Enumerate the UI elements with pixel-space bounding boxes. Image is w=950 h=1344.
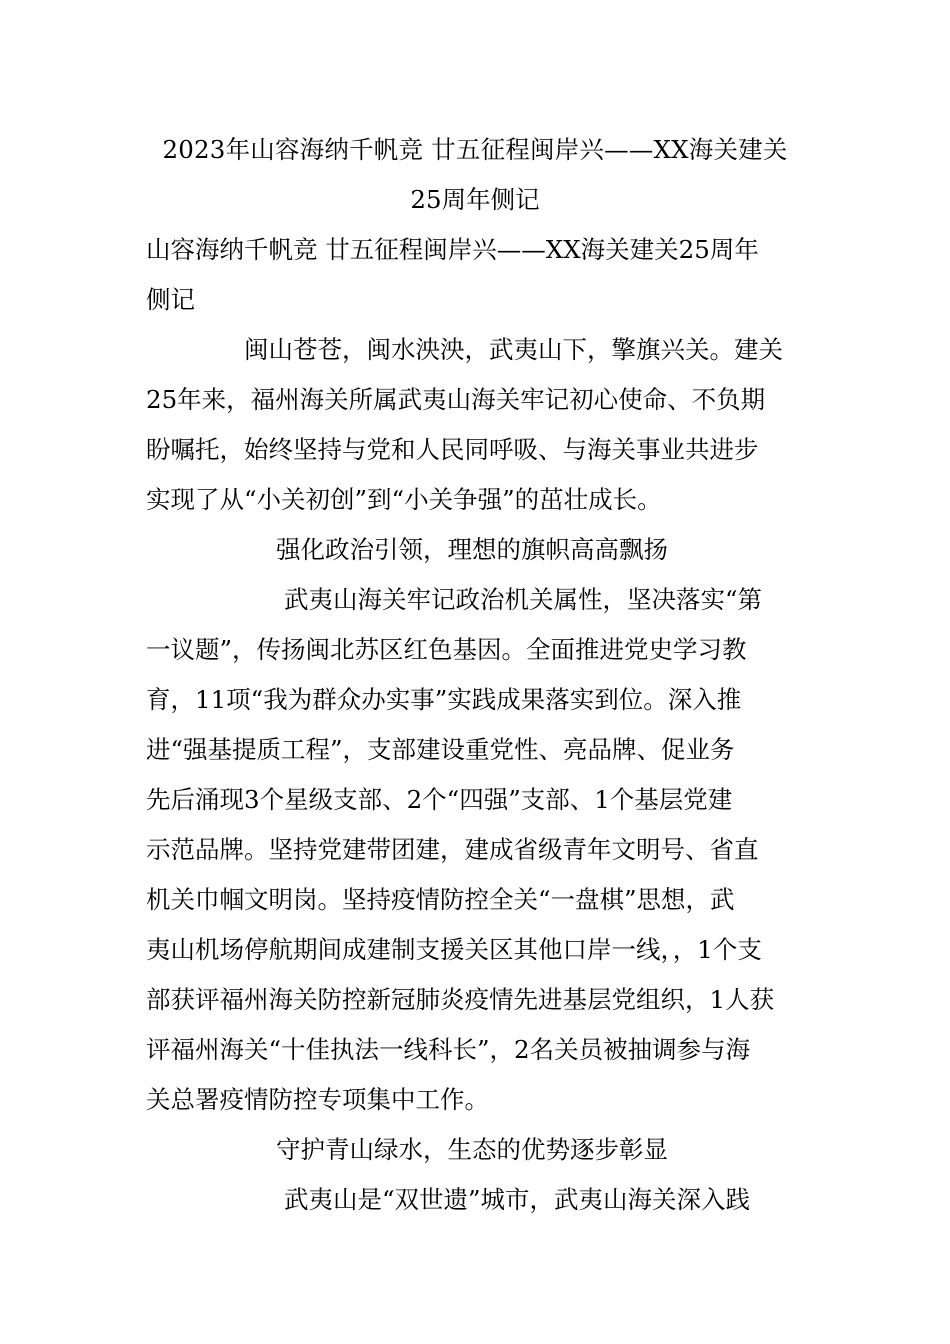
intro-line-3: 盼嘱托，始终坚持与党和人民同呼吸、与海关事业共进步 (146, 435, 759, 464)
section-1-line-6: 示范品牌。坚持党建带团建，建成省级青年文明号、省直 (146, 835, 759, 864)
intro-line-4: 实现了从“小关初创”到“小关争强”的茁壮成长。 (146, 485, 662, 514)
subtitle-line-2: 侧记 (146, 285, 195, 314)
section-1-line-10: 评福州海关“十佳执法一线科长”，2名关员被抽调参与海 (146, 1035, 751, 1064)
section-1-line-2: 一议题”，传扬闽北苏区红色基因。全面推进党史学习教 (146, 635, 747, 664)
section-1-line-3: 育，11项“我为群众办实事”实践成果落实到位。深入推 (146, 685, 742, 714)
intro-line-1: 闽山苍苍，闽水泱泱，武夷山下，擎旗兴关。建关 (244, 335, 783, 364)
section-1-heading: 强化政治引领，理想的旗帜高高飘扬 (276, 535, 668, 564)
section-1-line-9: 部获评福州海关防控新冠肺炎疫情先进基层党组织，1人获 (146, 985, 775, 1014)
section-1-line-1: 武夷山海关牢记政治机关属性，坚决落实“第 (284, 585, 763, 614)
section-1-line-5: 先后涌现3个星级支部、2个“四强”支部、1个基层党建 (146, 785, 733, 814)
section-1-line-7: 机关巾帼文明岗。坚持疫情防控全关“一盘棋”思想，武 (146, 885, 735, 914)
section-2-heading: 守护青山绿水，生态的优势逐步彰显 (276, 1135, 668, 1164)
section-1-line-4: 进“强基提质工程”，支部建设重党性、亮品牌、促业务 (146, 735, 735, 764)
section-1-line-8: 夷山机场停航期间成建制支援关区其他口岸一线，，1个支 (146, 935, 762, 964)
section-2-line-1: 武夷山是“双世遗”城市，武夷山海关深入践 (284, 1185, 751, 1214)
intro-line-2: 25年来，福州海关所属武夷山海关牢记初心使命、不负期 (146, 385, 766, 414)
document-title-line-2: 25周年侧记 (410, 185, 540, 214)
subtitle-line-1: 山容海纳千帆竞 廿五征程闽岸兴——XX海关建关25周年 (146, 235, 759, 264)
section-1-line-11: 关总署疫情防控专项集中工作。 (146, 1085, 489, 1114)
document-title-line-1: 2023年山容海纳千帆竞 廿五征程闽岸兴——XX海关建关 (162, 135, 788, 164)
